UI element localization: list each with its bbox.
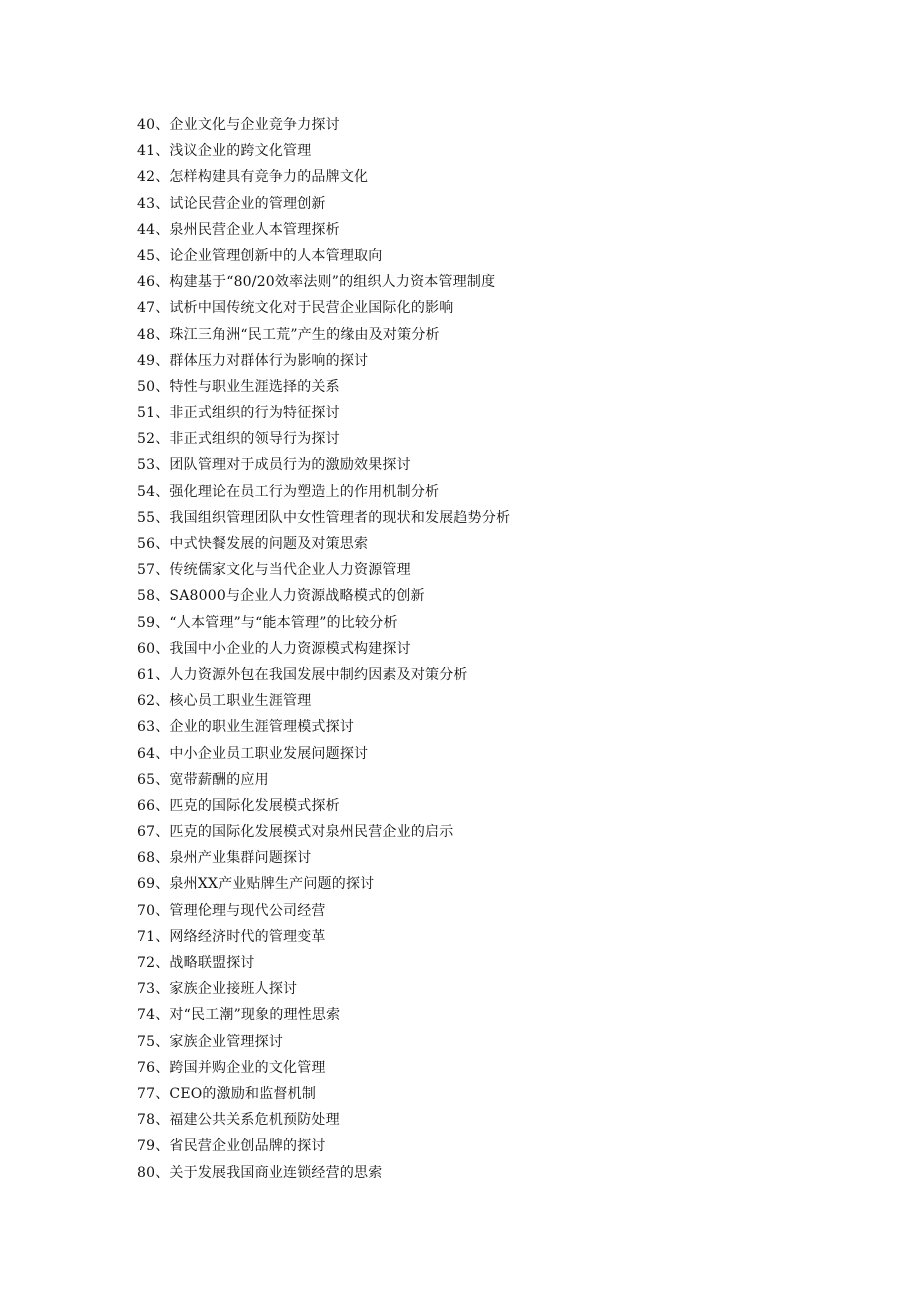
topic-item: 63、企业的职业生涯管理模式探讨 xyxy=(137,719,355,736)
topic-item: 73、家族企业接班人探讨 xyxy=(137,981,298,998)
topic-item: 72、战略联盟探讨 xyxy=(137,955,255,971)
topic-list xyxy=(137,112,510,1186)
topic-item: 41、浅议企业的跨文化管理 xyxy=(137,143,312,160)
topic-item: 54、强化理论在员工行为塑造上的作用机制分析 xyxy=(137,483,440,500)
topic-item: 67、匹克的国际化发展模式对泉州民营企业的启示 xyxy=(137,824,454,841)
topic-item: 43、试论民营企业的管理创新 xyxy=(137,195,326,212)
topic-item: 47、试析中国传统文化对于民营企业国际化的影响 xyxy=(137,300,454,317)
topic-item: 74、对“民工潮”现象的理性思索 xyxy=(137,1007,341,1024)
topic-item: 52、非正式组织的领导行为探讨 xyxy=(137,431,340,448)
topic-item: 53、团队管理对于成员行为的激励效果探讨 xyxy=(137,457,411,474)
topic-item: 40、企业文化与企业竞争力探讨 xyxy=(137,117,340,133)
topic-item: 62、核心员工职业生涯管理 xyxy=(137,693,312,710)
topic-item: 49、群体压力对群体行为影响的探讨 xyxy=(137,352,369,369)
topic-item: 55、我国组织管理团队中女性管理者的现状和发展趋势分析 xyxy=(137,509,511,526)
topic-item: 66、匹克的国际化发展模式探析 xyxy=(137,797,340,814)
topic-item: 56、中式快餐发展的问题及对策思索 xyxy=(137,536,369,552)
topic-item: 75、家族企业管理探讨 xyxy=(137,1033,284,1050)
topic-item: 57、传统儒家文化与当代企业人力资源管理 xyxy=(137,562,411,579)
topic-item: 69、泉州XX产业贴牌生产问题的探讨 xyxy=(137,876,375,893)
topic-item: 64、中小企业员工职业发展问题探讨 xyxy=(137,745,369,762)
topic-item: 79、省民营企业创品牌的探讨 xyxy=(137,1138,326,1155)
topic-item: 42、怎样构建具有竞争力的品牌文化 xyxy=(137,169,369,186)
topic-item: 59、“人本管理”与“能本管理”的比较分析 xyxy=(137,614,398,631)
topic-item: 44、泉州民营企业人本管理探析 xyxy=(137,221,340,238)
topic-item: 48、珠江三角洲“民工荒”产生的缘由及对策分析 xyxy=(137,326,440,343)
topic-item: 71、网络经济时代的管理变革 xyxy=(137,928,326,945)
topic-item: 46、构建基于“80/20效率法则”的组织人力资本管理制度 xyxy=(137,274,496,291)
topic-item: 58、SA8000与企业人力资源战略模式的创新 xyxy=(137,588,425,605)
topic-item: 80、关于发展我国商业连锁经营的思索 xyxy=(137,1164,383,1181)
topic-item: 76、跨国并购企业的文化管理 xyxy=(137,1059,326,1076)
topic-item: 65、宽带薪酬的应用 xyxy=(137,771,269,788)
topic-item: 78、福建公共关系危机预防处理 xyxy=(137,1112,340,1129)
topic-item: 77、CEO的激励和监督机制 xyxy=(137,1085,317,1102)
topic-item: 45、论企业管理创新中的人本管理取向 xyxy=(137,247,383,264)
topic-item: 70、管理伦理与现代公司经营 xyxy=(137,902,326,919)
topic-item: 68、泉州产业集群问题探讨 xyxy=(137,850,312,867)
topic-item: 61、人力资源外包在我国发展中制约因素及对策分析 xyxy=(137,666,468,683)
topic-item: 50、特性与职业生涯选择的关系 xyxy=(137,378,340,395)
topic-item: 60、我国中小企业的人力资源模式构建探讨 xyxy=(137,640,411,657)
topic-item: 51、非正式组织的行为特征探讨 xyxy=(137,405,340,422)
